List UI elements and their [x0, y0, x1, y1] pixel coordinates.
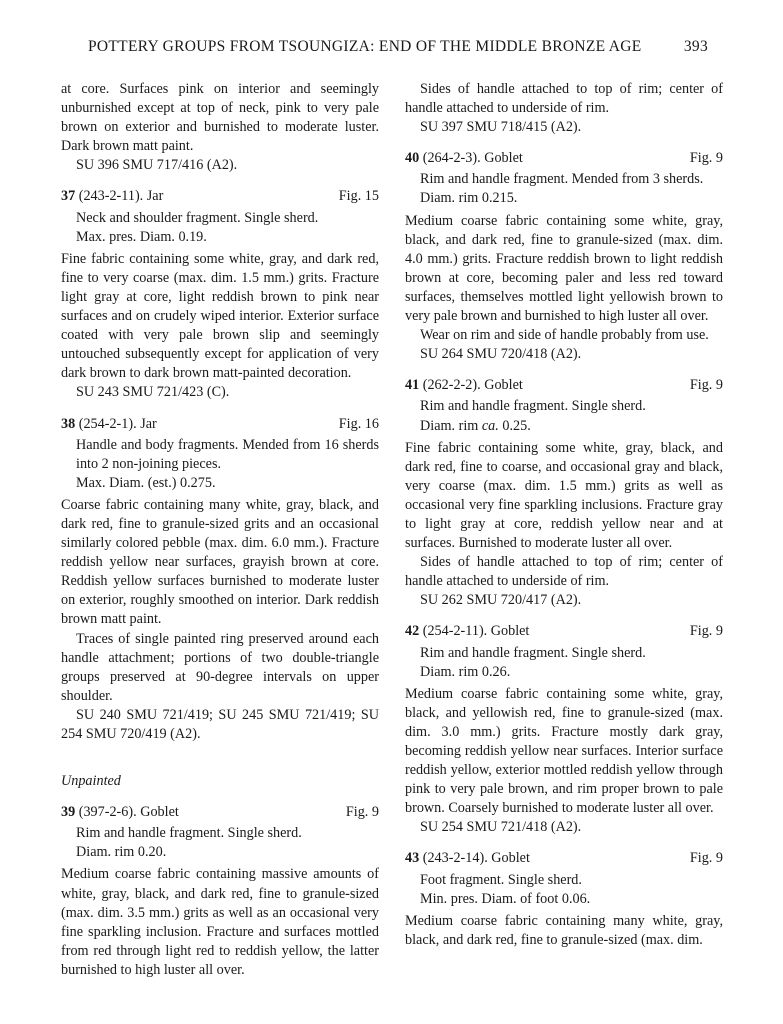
description-line: Rim and handle fragment. Single sherd. [420, 644, 646, 661]
dimension-line: Diam. rim 0.26. [420, 663, 511, 680]
fabric-paragraph: Medium coarse fabric containing some white, gray, black, and dark red, fine to granule-sized (max. dim. 4.0 mm.) grits. Fracture reddish brown to light reddish brown at core, becoming paler and less red toward surfaces, themselves mottled light yellowish brown to very pale brown and burnished to high luster all over. [405, 212, 723, 325]
description-line: Rim and handle fragment. Mended from 3 sherds. [420, 171, 704, 188]
figure-ref: Fig. 16 [338, 415, 379, 432]
figure-ref: Fig. 15 [338, 188, 379, 205]
fabric-paragraph: Coarse fabric containing many white, gray, black, and dark red, fine to granule-sized grits and an occasional similarly colored pebble (max. dim. 6.0 mm.). Fracture reddish yellow near surfaces, grayish brown at core. Reddish yellow surfaces burnished to moderate luster on exterior, roughly smoothed on interior. Dark reddish brown matt paint. [61, 496, 379, 628]
dimension-line: Diam. rim 0.215. [420, 190, 518, 207]
header-title: POTTERY GROUPS FROM TSOUNGIZA: END OF THE MIDDLE BRONZE AGE [88, 38, 642, 55]
dimension-line: Max. pres. Diam. 0.19. [76, 228, 207, 245]
intro-su: SU 396 SMU 717/416 (A2). [76, 157, 238, 174]
decoration-paragraph: Traces of single painted ring preserved around each handle attachment; portions of two double-triangle groups preserved at 90-degree intervals on upper shoulder. [61, 630, 379, 704]
entry-description [61, 436, 379, 493]
entry-description [405, 397, 723, 435]
entry-id: (243-2-14). Goblet [422, 850, 530, 867]
figure-ref: Fig. 9 [689, 850, 723, 867]
handle-paragraph: Sides of handle attached to top of rim; center of handle attached to underside of rim. [405, 554, 723, 590]
entry-description [61, 824, 379, 862]
wear-paragraph: Wear on rim and side of handle probably from use. [420, 327, 709, 344]
fabric-paragraph: Fine fabric containing some white, gray, and dark red, fine to very coarse (max. dim. 1.5 mm.) grits. Fracture light gray at core, light reddish brown to pink near surfaces and on crudely wiped interior. Exterior surface coated with very pale brown slip and seemingly untouched subsequently except for application of very dark brown to dark brown matt-painted decoration. [61, 250, 379, 382]
catalog-entry-40 [405, 149, 723, 364]
dimension-value: 0.25. [498, 417, 531, 434]
catalog-entry-43 [405, 849, 723, 949]
su-reference: SU 264 SMU 720/418 (A2). [420, 346, 582, 363]
catalog-entry-37 [61, 187, 379, 402]
entry-id: (264-2-3). Goblet [422, 150, 523, 167]
entry-heading [61, 187, 379, 206]
intro-su: SU 397 SMU 718/415 (A2). [420, 119, 582, 136]
entry-heading [405, 849, 723, 868]
catalog-entry-42 [405, 622, 723, 837]
figure-ref: Fig. 9 [345, 804, 379, 821]
entry-number: 39 [61, 804, 76, 821]
running-header [88, 38, 708, 56]
entry-number: 37 [61, 188, 76, 205]
fabric-paragraph: Medium coarse fabric containing many white, gray, black, and dark red, fine to granule-sized (max. dim. [405, 912, 723, 948]
catalog-entry-38 [61, 415, 379, 745]
figure-ref: Fig. 9 [689, 623, 723, 640]
entry-description [405, 644, 723, 682]
description-line: Rim and handle fragment. Single sherd. [420, 398, 646, 415]
entry-id: (254-2-1). Jar [78, 415, 157, 432]
entry-id: (397-2-6). Goblet [78, 804, 179, 821]
entry-description [405, 170, 723, 208]
entry-id: (254-2-11). Goblet [422, 623, 530, 640]
dimension-line: Max. Diam. (est.) 0.275. [76, 474, 216, 491]
left-column [61, 80, 379, 980]
entry-heading [405, 622, 723, 641]
entry-number: 38 [61, 415, 76, 432]
dimension-label: Diam. rim [420, 417, 482, 434]
su-reference: SU 243 SMU 721/423 (C). [76, 384, 230, 401]
figure-ref: Fig. 9 [689, 150, 723, 167]
dimension-line: Diam. rim 0.20. [76, 844, 167, 861]
entry-description [61, 209, 379, 247]
entry-heading [405, 149, 723, 168]
entry-number: 42 [405, 623, 420, 640]
description-line: Handle and body fragments. Mended from 16 sherds into 2 non-joining pieces. [76, 436, 379, 472]
figure-ref: Fig. 9 [689, 377, 723, 394]
catalog-entry-41 [405, 376, 723, 610]
dimension-line: Min. pres. Diam. of foot 0.06. [420, 890, 591, 907]
description-line: Foot fragment. Single sherd. [420, 871, 582, 888]
fabric-paragraph: Medium coarse fabric containing massive amounts of white, gray, black, and dark red, fine to granule-sized (max. dim. 3.5 mm.) grits as well as an occasional very fine sparkling inclusion. Fracture and surfaces mottled from red through light red to reddish yellow, the latter burnished to high luster all over. [61, 866, 379, 978]
entry-number: 40 [405, 150, 420, 167]
dimension-line [420, 417, 723, 436]
su-reference: SU 262 SMU 720/417 (A2). [420, 592, 582, 609]
intro-paragraph: Sides of handle attached to top of rim; center of handle attached to underside of rim. [405, 81, 723, 117]
entry-number: 41 [405, 377, 420, 394]
catalog-entry-39 [61, 803, 379, 980]
entry-number: 43 [405, 850, 420, 867]
section-heading: Unpainted [61, 773, 121, 790]
su-reference: SU 240 SMU 721/419; SU 245 SMU 721/419; SU 254 SMU 720/419 (A2). [61, 706, 379, 742]
su-reference: SU 254 SMU 721/418 (A2). [420, 819, 582, 836]
entry-heading [61, 803, 379, 822]
fabric-paragraph: Fine fabric containing some white, gray, black, and dark red, fine to coarse, and occasional gray and black, very coarse (max. dim. 1.5 mm.) grits as well as occasional very fine sparkling inclusions. Fracture gray to light gray at core, reddish yellow near and at surfaces. Burnished to moderate luster all over. [405, 439, 723, 552]
entry-id: (262-2-2). Goblet [422, 377, 523, 394]
description-line: Neck and shoulder fragment. Single sherd. [76, 209, 319, 226]
fabric-paragraph: Medium coarse fabric containing some white, gray, black, and yellowish red, fine to granule-sized (max. dim. 3.0 mm.) grits. Fracture mostly dark gray, becoming reddish yellow near surfaces. Interior surface reddish yellow, exterior mottled reddish yellow through pink to very pale brown, and rim proper brown to pale brown. Coarsely burnished to moderate luster all over. [405, 685, 723, 817]
entry-description [405, 871, 723, 909]
entry-heading [405, 376, 723, 395]
page-number: 393 [683, 38, 708, 55]
description-line: Rim and handle fragment. Single sherd. [76, 825, 302, 842]
entry-id: (243-2-11). Jar [78, 188, 164, 205]
circa-abbrev: ca. [481, 417, 499, 434]
entry-heading [61, 415, 379, 434]
right-column [405, 80, 723, 950]
intro-paragraph: at core. Surfaces pink on interior and seemingly unburnished except at top of neck, pink to very pale brown on exterior and burnished to moderate luster. Dark brown matt paint. [61, 81, 379, 155]
